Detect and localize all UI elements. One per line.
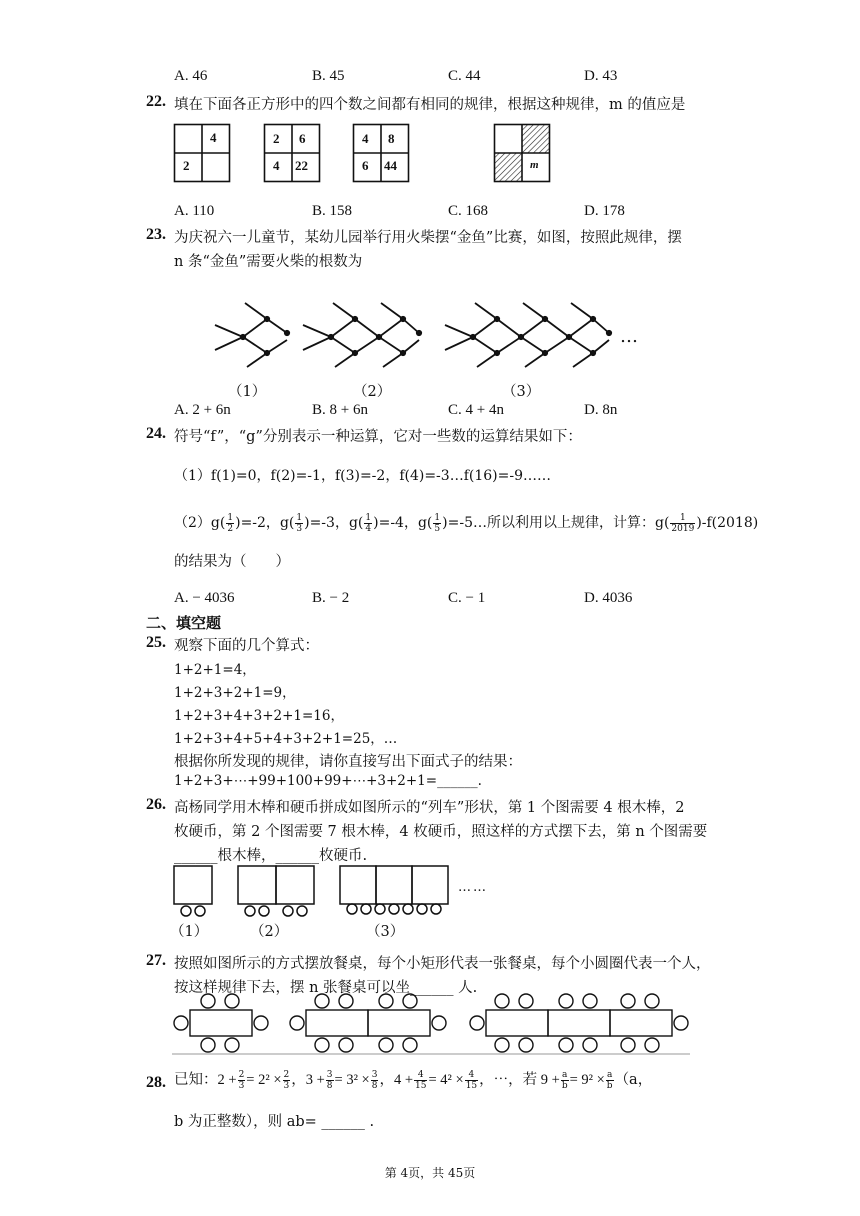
q28-frac-4: $\frac{3}{8}$	[371, 1069, 378, 1091]
q24-number: 24.	[146, 425, 166, 442]
q22-option-c: C. 168	[448, 203, 489, 219]
q23-fig-label-1: （1）	[228, 384, 267, 400]
q26-dots: ……	[458, 880, 488, 895]
q28-part-5: ，4 +	[379, 1072, 414, 1088]
q22-s2-br: 22	[295, 158, 308, 173]
q26-line-2: 枚硬币，第 2 个图需要 7 根木棒，4 枚硬币，照这样的方式摆下去，第 n 个图需要	[174, 824, 708, 840]
q28-part-4: = 3² ×	[334, 1072, 370, 1088]
q28-part-9: （a，	[614, 1072, 653, 1088]
q24-line3-prefix: （2）	[174, 515, 211, 531]
q23-option-a: A. 2 + 6n	[174, 402, 231, 418]
q24-frac-2: $\frac{1}{3}$	[296, 512, 303, 534]
q22-s3-bl: 6	[362, 158, 369, 173]
q28-frac-2: $\frac{2}{3}$	[283, 1069, 290, 1091]
q26-line-1: 高杨同学用木棒和硬币拼成如图所示的“列车”形状，第 1 个图需要 4 根木棒，2	[174, 800, 685, 816]
q22-s1-tr: 4	[210, 130, 217, 145]
q25-line-5: 1+2+3+4+5+4+3+2+1=25，…	[174, 731, 398, 747]
q24-item-4: =-5…所以利用以上规律，计算：g(	[447, 515, 670, 531]
q28-part-6: = 4² ×	[428, 1072, 464, 1088]
q23-goldfish-figure	[205, 295, 645, 370]
q27-line-2: 按这样规律下去，摆 n 张餐桌可以坐______ 人.	[174, 980, 478, 996]
q24-option-d: D. 4036	[584, 590, 633, 606]
q22-square-4	[494, 124, 550, 182]
q21-option-a: A. 46	[174, 68, 208, 84]
q25-line-7: 1+2+3+⋯+99+100+99+⋯+3+2+1=______.	[174, 773, 482, 789]
q22-s2-tl: 2	[273, 131, 280, 146]
q24-line3: （2）g( $\frac{1}{2}$ )=-2，g( $\frac{1}{3}$ )=-3，g( $\frac{1}{4}$ )=-4，g( $\frac{1}{5}$ )=-5…所以利用以上规律，计算：g( $\frac{1}{2019}$ )-f(2018)	[174, 512, 759, 534]
q28-part-8: = 9² ×	[569, 1072, 605, 1088]
q28-part-2: = 2² ×	[246, 1072, 282, 1088]
q26-fig-label-1: （1）	[170, 924, 209, 940]
q24-frac-1: $\frac{1}{2}$	[227, 512, 234, 534]
q28-frac-7: $\frac{a}{b}$	[561, 1069, 568, 1091]
q25-line-6: 根据你所发现的规律，请你直接写出下面式子的结果：	[174, 754, 522, 770]
q22-s3-br: 44	[384, 158, 397, 173]
q24-line2: （1）f(1)=0，f(2)=-1，f(3)=-2，f(4)=-3…f(16)=-9……	[174, 468, 551, 484]
q26-fig-label-2: （2）	[250, 924, 289, 940]
q28-frac-8: $\frac{a}{b}$	[606, 1069, 613, 1091]
q24-option-a: A. − 4036	[174, 590, 235, 606]
q22-text: 填在下面各正方形中的四个数之间都有相同的规律，根据这种规律，m 的值应是	[174, 97, 686, 113]
q28-number: 28.	[146, 1074, 166, 1091]
q22-option-a: A. 110	[174, 203, 215, 219]
q27-number: 27.	[146, 952, 166, 969]
q26-fig-label-3: （3）	[366, 924, 405, 940]
q24-option-b: B. − 2	[312, 590, 350, 606]
q26-number: 26.	[146, 796, 166, 813]
q22-s1-bl: 2	[183, 158, 190, 173]
q23-option-c: C. 4 + 4n	[448, 402, 504, 418]
q28-frac-6: $\frac{4}{15}$	[465, 1069, 478, 1091]
q24-option-c: C. − 1	[448, 590, 486, 606]
q25-line-3: 1+2+3+2+1=9，	[174, 685, 296, 701]
page-footer: 第 4页，共 45页	[384, 1166, 476, 1180]
q23-option-d: D. 8n	[584, 402, 618, 418]
q24-tail: )-f(2018)	[696, 515, 759, 531]
q24-line4: 的结果为（ ）	[174, 554, 290, 570]
q23-ellipsis: …	[620, 326, 638, 347]
q26-line-3: ______根木棒，______枚硬币.	[174, 848, 368, 864]
q22-option-d: D. 178	[584, 203, 625, 219]
q22-option-b: B. 158	[312, 203, 353, 219]
section-fill-in-blank: 二、填空题	[146, 614, 222, 632]
q22-s4-br: m	[530, 159, 539, 171]
q28-prefix: 已知：	[174, 1072, 218, 1088]
q24-frac-5: $\frac{1}{2019}$	[671, 512, 695, 534]
q23-line1: 为庆祝六一儿童节，某幼儿园举行用火柴摆“金鱼”比赛，如图，按照此规律，摆	[174, 230, 682, 246]
q28-part-1: 2 +	[217, 1072, 237, 1088]
q25-line-4: 1+2+3+4+3+2+1=16，	[174, 708, 344, 724]
q25-line-2: 1+2+1=4，	[174, 662, 256, 678]
q25-number: 25.	[146, 634, 166, 651]
q23-number: 23.	[146, 226, 166, 243]
q23-line2: n 条“金鱼”需要火柴的根数为	[174, 254, 363, 270]
q24-item-2: =-3，	[309, 515, 349, 531]
q28-part-3: ，3 +	[291, 1072, 325, 1088]
q28-frac-3: $\frac{3}{8}$	[326, 1069, 333, 1091]
q24-line1: 符号“f”，“g”分别表示一种运算，它对一些数的运算结果如下：	[174, 429, 582, 445]
q21-option-c: C. 44	[448, 68, 481, 84]
q21-option-d: D. 43	[584, 68, 618, 84]
q24-item-1: =-2，	[240, 515, 280, 531]
q28-part-7: ，⋯，若 9 +	[479, 1072, 560, 1088]
q24-item-3: =-4，	[378, 515, 418, 531]
q22-s2-tr: 6	[299, 131, 306, 146]
q26-train-figure	[172, 864, 502, 924]
q27-line-1: 按照如图所示的方式摆放餐桌，每个小矩形代表一张餐桌，每个小圆圈代表一个人，	[174, 956, 711, 972]
q22-s3-tl: 4	[362, 131, 369, 146]
q28-frac-1: $\frac{2}{3}$	[238, 1069, 245, 1091]
q22-s2-bl: 4	[273, 158, 280, 173]
q21-option-b: B. 45	[312, 68, 345, 84]
q28-frac-5: $\frac{4}{15}$	[415, 1069, 427, 1091]
q23-fig-label-3: （3）	[502, 384, 541, 400]
q27-tables-figure	[172, 990, 692, 1056]
q28-line-1	[174, 1068, 652, 1091]
q24-frac-4: $\frac{1}{5}$	[434, 512, 441, 534]
q25-line-1: 观察下面的几个算式：	[174, 638, 319, 654]
q24-frac-3: $\frac{1}{4}$	[365, 512, 372, 534]
q28-line-2: b 为正整数），则 ab= ______ .	[174, 1114, 375, 1130]
q23-option-b: B. 8 + 6n	[312, 402, 368, 418]
q22-number: 22.	[146, 93, 166, 110]
q23-fig-label-2: （2）	[353, 384, 392, 400]
q22-s3-tr: 8	[388, 131, 395, 146]
